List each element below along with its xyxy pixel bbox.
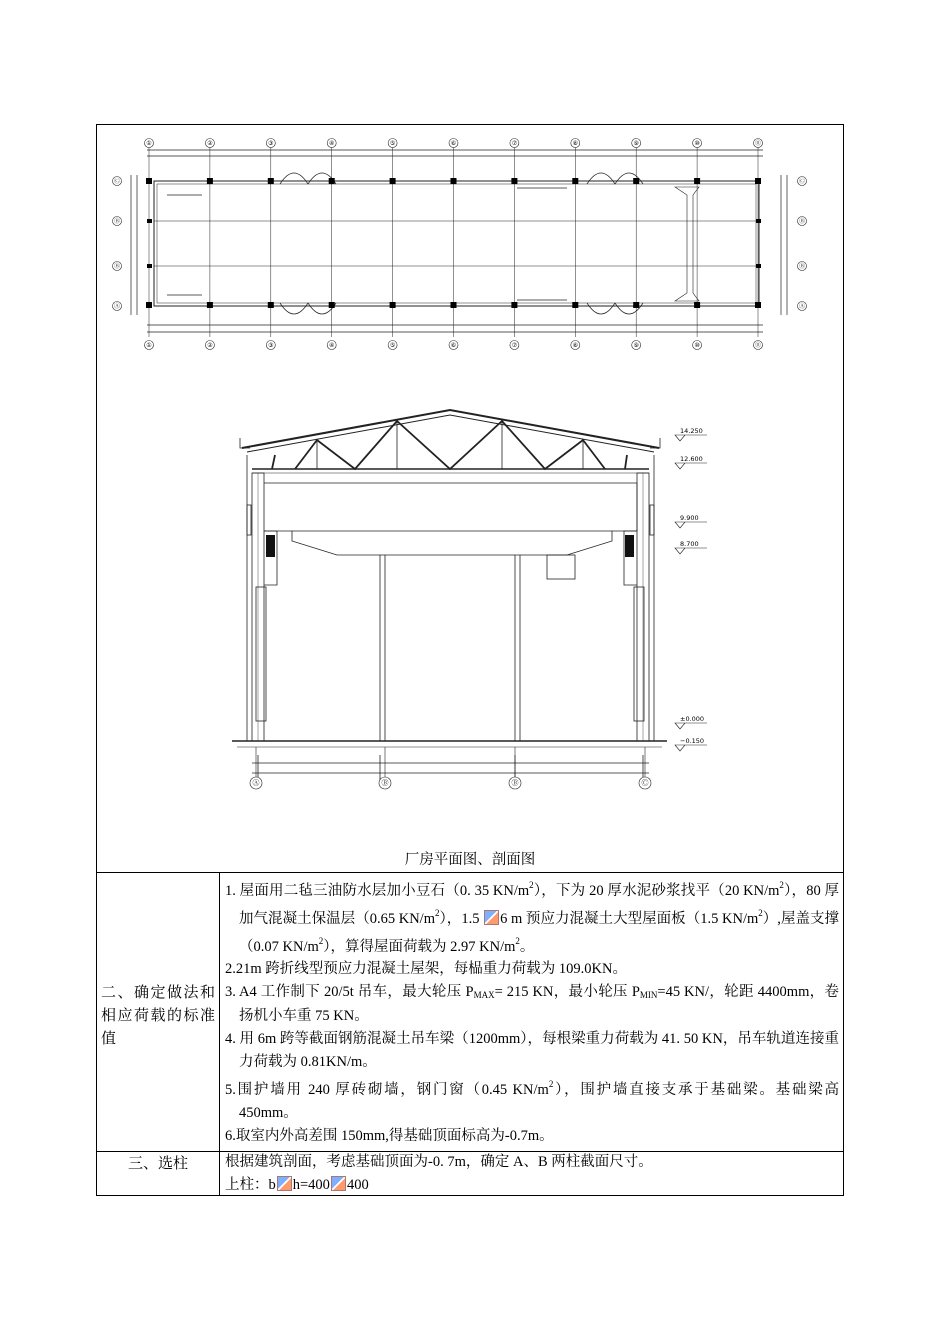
column-mark <box>147 264 152 268</box>
section3-line2: 上柱：b h=400 400 <box>225 1177 369 1193</box>
load-item: 5.围护墙用 240 厚砖砌墙，钢门窗（0.45 $KN/m^2$），围护墙直接支承于基础梁。基础梁高 450mm。 <box>225 1079 840 1122</box>
axis-label: Ⓒ <box>798 178 806 185</box>
axis-label: ① <box>146 342 152 349</box>
column-mark <box>756 219 761 223</box>
axis-label: Ⓑ <box>798 263 806 270</box>
level-label: −0.150 <box>680 737 705 745</box>
superscript: 2 <box>318 935 324 946</box>
multiply-icon <box>484 910 499 925</box>
plan-view <box>131 139 787 337</box>
column-mark <box>268 178 274 184</box>
axis-label: ⑤ <box>389 140 396 147</box>
subscript: MIN <box>639 990 658 1001</box>
column-mark <box>146 178 152 184</box>
level-label: 9.900 <box>680 514 699 522</box>
column-mark <box>694 178 700 184</box>
column-mark <box>694 302 700 308</box>
section3-line1: 根据建筑剖面，考虑基础顶面为-0. 7m，确定 A、B 两柱截面尺寸。 <box>225 1154 653 1170</box>
axis-label: ⑩ <box>694 342 700 349</box>
load-item: 3. A4 工作制下 20/5t 吊车，最大轮压 $P_{MAX}= 215$ KN，最小轮压 $P_{MIN}=45$ KN/，轮距 4400mm，卷扬机小车重 75 KN。 <box>225 984 840 1025</box>
axis-label: ② <box>207 140 213 147</box>
axis-label: Ⓐ <box>252 779 260 787</box>
column-mark <box>207 302 213 308</box>
column-mark <box>451 302 457 308</box>
column-mark <box>329 302 335 308</box>
section2-label: 二、确定做法和相应荷载的标准值 <box>101 985 215 1047</box>
load-item: 2.21m 跨折线型预应力混凝土屋架，每榀重力荷载为 109.0KN。 <box>225 961 627 978</box>
drawing-caption: 厂房平面图、剖面图 <box>404 852 536 868</box>
axis-label: ⑤ <box>389 342 396 349</box>
column-mark <box>511 302 517 308</box>
axis-label: Ⓒ <box>113 178 121 185</box>
row-divider <box>97 872 843 873</box>
axis-label: Ⓐ <box>113 303 121 310</box>
column-mark <box>147 219 152 223</box>
axis-label: ③ <box>268 140 274 147</box>
column-mark <box>451 178 457 184</box>
column-mark <box>146 302 152 308</box>
axis-label: Ⓒ <box>641 779 649 787</box>
load-item: 6.取室内外高差围 150mm,得基础顶面标高为-0.7m。 <box>225 1128 554 1145</box>
column-mark <box>756 264 761 268</box>
column-mark <box>755 178 761 184</box>
level-marker <box>675 435 707 441</box>
load-item: 1. 屋面用二毡三油防水层加小豆石（0. 35 $KN/m^2$），下为 20 厚水泥砂浆找平（20 $KN/m^2$），80 厚加气混凝土保温层（0.65 $KN/m^2$），1.5 6 m 预应力混凝土大型屋面板（1.5 $KN/m^2$）,屋盖支撑（0.07 $KN/m^2$），算得屋面荷载为 2.97 $KN/m^2$。 <box>225 880 840 955</box>
axis-label: ⑧ <box>572 342 578 349</box>
column-mark <box>633 178 639 184</box>
level-label: 8.700 <box>680 540 699 548</box>
superscript: 2 <box>435 907 440 918</box>
axis-label: ⑪ <box>754 342 762 349</box>
axis-label: Ⓐ <box>798 303 806 310</box>
superscript: 2 <box>779 880 784 890</box>
subscript: MAX <box>473 990 495 1001</box>
axis-label: Ⓑ <box>381 779 389 787</box>
axis-label: ⑥ <box>450 140 457 147</box>
axis-label: ⑦ <box>511 140 518 147</box>
column-mark <box>390 302 396 308</box>
axis-label: ⑦ <box>511 342 518 349</box>
axis-label: ⑥ <box>450 342 457 349</box>
axis-label: ③ <box>268 342 274 349</box>
level-marker <box>675 548 707 554</box>
superscript: 2 <box>515 935 520 946</box>
column-mark <box>572 302 578 308</box>
document-table <box>96 124 844 1196</box>
level-label: 12.600 <box>680 455 703 463</box>
superscript: 2 <box>529 880 534 890</box>
architectural-drawing <box>97 125 843 870</box>
axis-label: Ⓑ <box>113 263 121 270</box>
column-mark <box>390 178 396 184</box>
axis-label: ⑨ <box>633 342 639 349</box>
column-divider <box>219 872 220 1196</box>
level-label: ±0.000 <box>680 715 705 723</box>
axis-label: Ⓑ <box>798 218 806 225</box>
level-label: 14.250 <box>680 427 703 435</box>
level-marker <box>675 723 707 729</box>
column-mark <box>268 302 274 308</box>
axis-label: ⑧ <box>572 140 578 147</box>
section3-label: 三、选柱 <box>127 1156 188 1172</box>
axis-label: ① <box>146 140 152 147</box>
level-marker <box>675 522 707 528</box>
section-view <box>232 410 667 780</box>
superscript: 2 <box>758 907 763 918</box>
column-mark <box>572 178 578 184</box>
column-mark <box>633 302 639 308</box>
axis-label: Ⓑ <box>113 218 121 225</box>
column-mark <box>755 302 761 308</box>
multiply-icon <box>277 1176 292 1191</box>
axis-label: ④ <box>329 342 335 349</box>
superscript: 2 <box>548 1079 554 1090</box>
column-mark <box>511 178 517 184</box>
multiply-icon <box>331 1176 346 1191</box>
axis-label: ⑪ <box>754 140 762 147</box>
level-marker <box>675 745 707 751</box>
section2-content <box>225 875 839 1148</box>
level-marker <box>675 463 707 469</box>
axis-label: ⑩ <box>694 140 700 147</box>
section3-content <box>225 1151 839 1197</box>
load-item: 4. 用 6m 跨等截面钢筋混凝土吊车梁（1200mm），每根梁重力荷载为 41. 50 KN，吊车轨道连接重力荷载为 0.81KN/m。 <box>225 1031 839 1071</box>
axis-label: ② <box>207 342 213 349</box>
axis-label: ④ <box>329 140 335 147</box>
axis-label: ⑨ <box>633 140 639 147</box>
column-mark <box>207 178 213 184</box>
column-mark <box>329 178 335 184</box>
axis-label: Ⓑ <box>511 779 519 787</box>
